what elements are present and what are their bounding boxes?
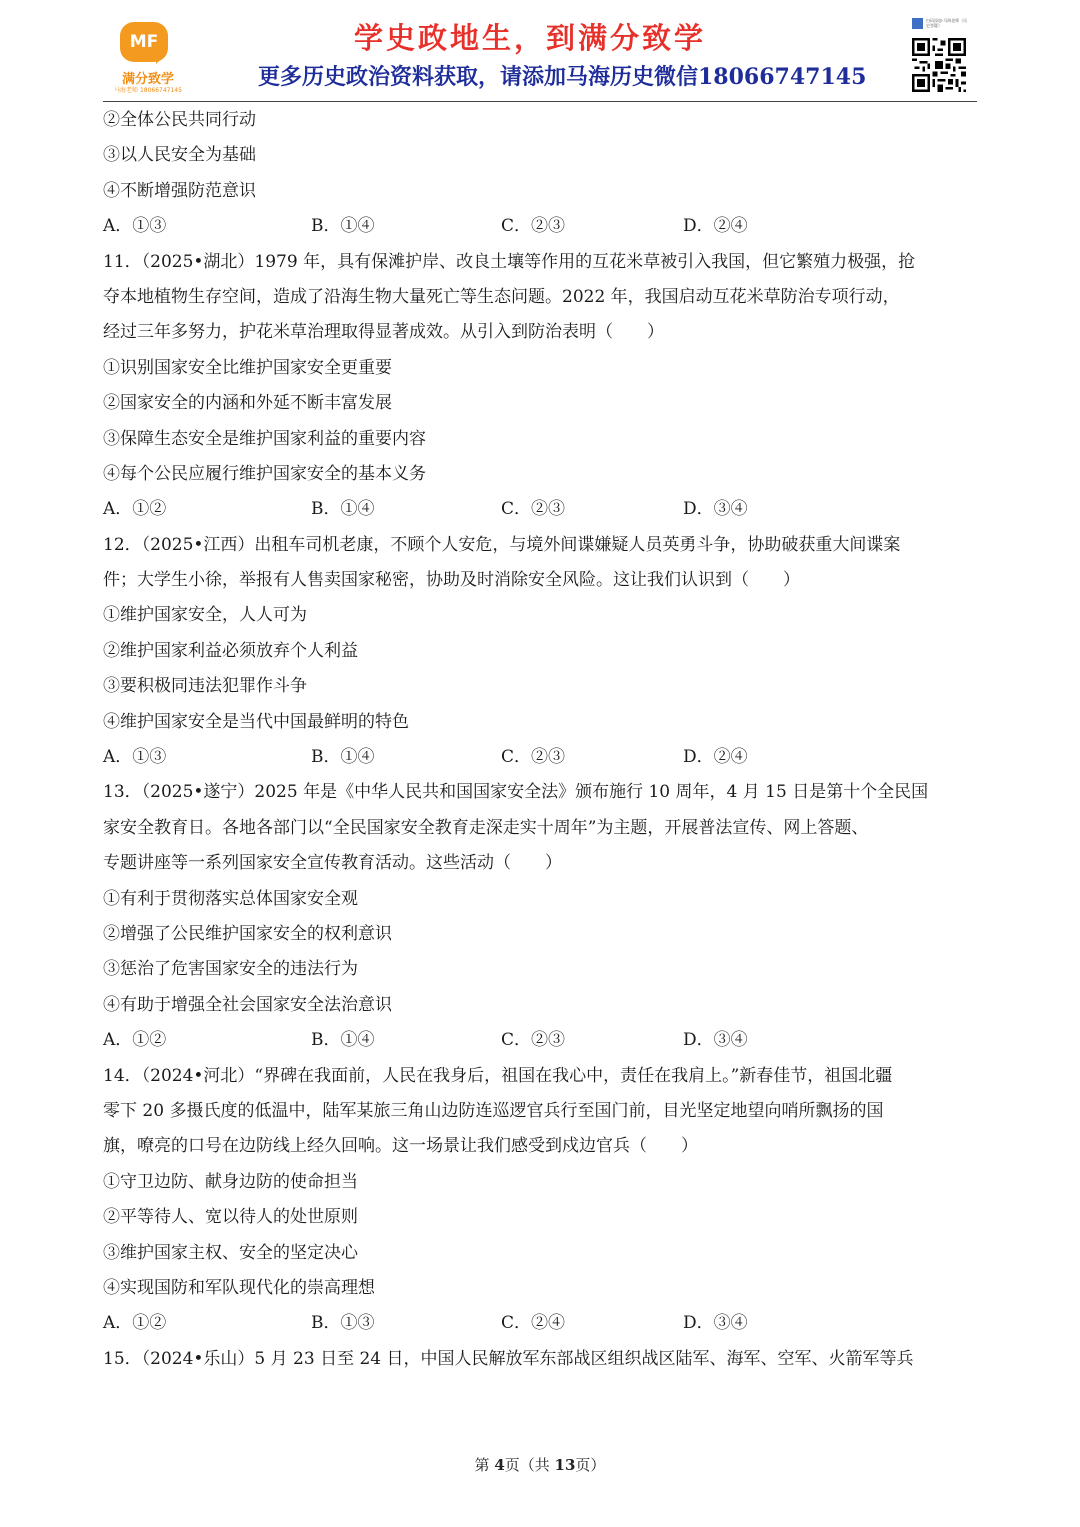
page-header [0, 0, 1080, 104]
text-line: ①识别国家安全比维护国家安全更重要 [103, 357, 392, 378]
answer-option: A．①② [103, 1030, 167, 1051]
answer-option: A．①③ [103, 216, 167, 237]
text-line: ②平等待人、宽以待人的处世原则 [103, 1207, 358, 1228]
text-line: 夺本地植物生存空间，造成了沿海生物大量死亡等生态问题。2022 年，我国启动互花米草防治专项行动， [103, 286, 900, 307]
answer-option: C．②③ [501, 1030, 566, 1051]
header-slogan: 学史政地生，到满分致学 [353, 21, 706, 55]
qr-code-icon [912, 38, 966, 92]
logo-subtitle: 马海老师 18066747145 [114, 87, 182, 94]
answer-option: C．②③ [501, 499, 566, 520]
footer-middle: 页（共 [504, 1456, 555, 1474]
text-line: ④不断增强防范意识 [103, 180, 256, 201]
text-line: ③惩治了危害国家安全的违法行为 [103, 959, 358, 980]
answer-option: B．①④ [311, 499, 375, 520]
wechat-avatar-icon [912, 18, 923, 29]
text-line: 家安全教育日。各地各部门以“全民国家安全教育走深走实十周年”为主题，开展普法宣传、网上答题、 [103, 817, 869, 838]
text-line: ①有利于贯彻落实总体国家安全观 [103, 888, 358, 909]
answer-option: C．②④ [501, 1313, 566, 1334]
answer-option: C．②③ [501, 216, 566, 237]
answer-option: D．③④ [683, 499, 748, 520]
answer-option: B．①③ [311, 1313, 375, 1334]
text-line: ④实现国防和军队现代化的崇高理想 [103, 1277, 375, 1298]
text-line: ②增强了公民维护国家安全的权利意识 [103, 923, 392, 944]
text-line: 13．（2025•遂宁）2025 年是《中华人民共和国国家安全法》颁布施行 10 周年，4 月 15 日是第十个全民国 [103, 782, 929, 803]
answer-option: B．①④ [311, 216, 375, 237]
text-line: ②维护国家利益必须放弃个人利益 [103, 640, 358, 661]
page-footer [0, 1454, 1080, 1475]
text-line: ③维护国家主权、安全的坚定决心 [103, 1242, 358, 1263]
answer-options [103, 209, 983, 244]
text-line: 零下 20 多摄氏度的低温中，陆军某旅三角山边防连巡逻官兵行至国门前，目光坚定地望向哨所飘扬的国 [103, 1100, 884, 1121]
text-line: 旗，嘹亮的口号在边防线上经久回响。这一场景让我们感受到戍边官兵（ ） [103, 1136, 698, 1157]
text-line: ③保障生态安全是维护国家利益的重要内容 [103, 428, 426, 449]
qr-caption [912, 18, 970, 32]
text-line: ③以人民安全为基础 [103, 145, 256, 166]
qr-caption-text: 扫码添加·马海老师（历史答疑） [926, 18, 968, 28]
logo-name: 满分致学 [121, 72, 174, 87]
answer-option: D．②④ [683, 747, 748, 768]
answer-options [103, 492, 983, 527]
text-line: ④有助于增强全社会国家安全法治意识 [103, 994, 392, 1015]
header-divider [103, 101, 977, 102]
text-line: 11．（2025•湖北）1979 年，具有保滩护岸、改良土壤等作用的互花米草被引入我国，但它繁殖力极强，抢 [103, 251, 916, 272]
answer-option: B．①④ [311, 747, 375, 768]
answer-option: D．③④ [683, 1313, 748, 1334]
footer-total-pages: 13 [554, 1456, 576, 1474]
answer-option: C．②③ [501, 747, 566, 768]
logo-bubble-tail [156, 54, 166, 64]
answer-option: D．②④ [683, 216, 748, 237]
answer-options [103, 1306, 983, 1341]
text-line: 12．（2025•江西）出租车司机老康，不顾个人安危，与境外间谍嫌疑人员英勇斗争，协助破获重大间谍案 [103, 534, 901, 555]
logo-mark-icon: MF [120, 22, 168, 62]
header-promo: 更多历史政治资料获取，请添加马海历史微信18066747145 [258, 64, 867, 90]
question-content [103, 103, 983, 1377]
answer-option: A．①② [103, 499, 167, 520]
footer-current-page: 4 [494, 1456, 505, 1474]
text-line: ④维护国家安全是当代中国最鲜明的特色 [103, 711, 409, 732]
answer-option: A．①③ [103, 747, 167, 768]
text-line: 专题讲座等一系列国家安全宣传教育活动。这些活动（ ） [103, 853, 562, 874]
footer-suffix: 页） [575, 1456, 606, 1474]
answer-options [103, 1023, 983, 1058]
text-line: ④每个公民应履行维护国家安全的基本义务 [103, 463, 426, 484]
text-line: 经过三年多努力，护花米草治理取得显著成效。从引入到防治表明（ ） [103, 322, 664, 343]
text-line: 15．（2024•乐山）5 月 23 日至 24 日，中国人民解放军东部战区组织战区陆军、海军、空军、火箭军等兵 [103, 1348, 914, 1369]
text-line: ①维护国家安全，人人可为 [103, 605, 307, 626]
answer-option: A．①② [103, 1313, 167, 1334]
brand-logo [112, 22, 184, 98]
text-line: 14．（2024•河北）“界碑在我面前，人民在我身后，祖国在我心中，责任在我肩上。”新春佳节，祖国北疆 [103, 1065, 893, 1086]
answer-option: D．③④ [683, 1030, 748, 1051]
answer-options [103, 740, 983, 775]
text-line: ②国家安全的内涵和外延不断丰富发展 [103, 393, 392, 414]
text-line: ①守卫边防、献身边防的使命担当 [103, 1171, 358, 1192]
text-line: 件；大学生小徐，举报有人售卖国家秘密，协助及时消除安全风险。这让我们认识到（ ） [103, 570, 800, 591]
text-line: ③要积极同违法犯罪作斗争 [103, 676, 307, 697]
text-line: ②全体公民共同行动 [103, 110, 256, 130]
answer-option: B．①④ [311, 1030, 375, 1051]
footer-prefix: 第 [474, 1456, 495, 1474]
